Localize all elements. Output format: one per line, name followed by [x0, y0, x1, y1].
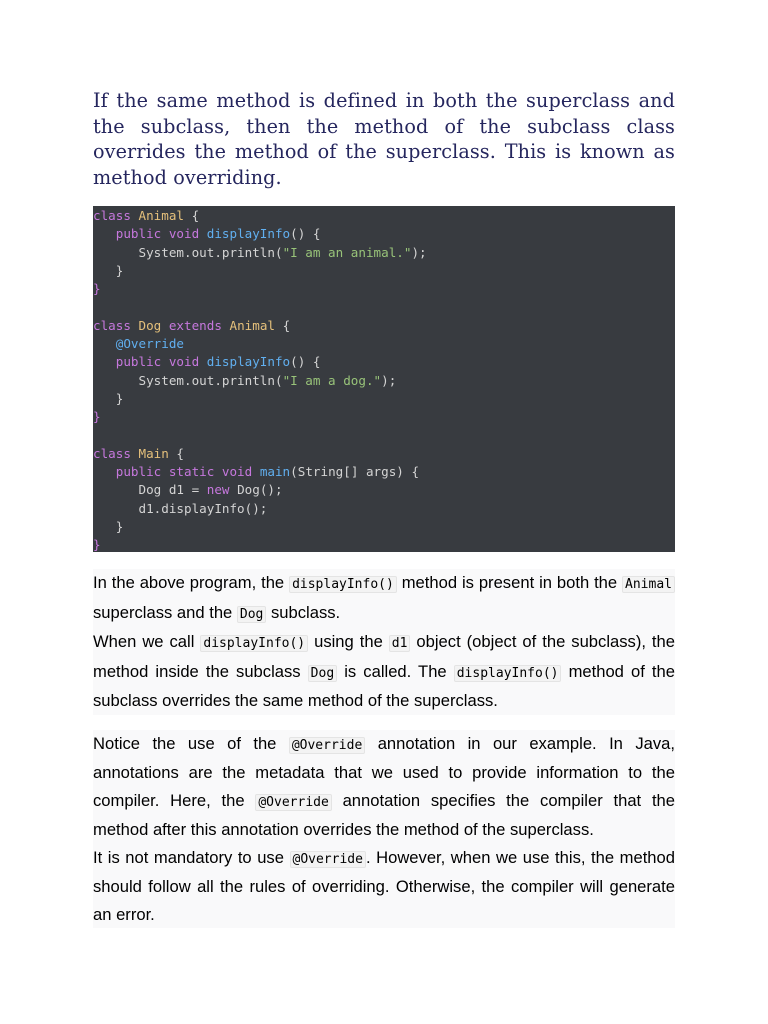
annotation-paragraph-1: Notice the use of the @Override annotation in our example. In Java, annotations are the metadata that we used to provide information to the compiler. Here, the @Override annotation specifies the compiler that the method after this annotation overrides the method of the superclass.	[93, 733, 676, 839]
inline-code: Dog	[308, 665, 337, 682]
code-line	[93, 225, 675, 243]
code-token: @Override	[93, 336, 184, 352]
inline-code: displayInfo()	[454, 665, 562, 682]
code-token: Dog();	[237, 482, 283, 498]
inline-code: @Override	[255, 794, 331, 811]
code-token: new	[206, 482, 238, 498]
code-line	[93, 463, 675, 481]
code-token: () {	[290, 226, 321, 242]
inline-code: Animal	[622, 576, 675, 593]
inline-code: @Override	[289, 737, 365, 754]
code-token: class	[93, 445, 139, 461]
annotation-paragraph-2: It is not mandatory to use @Override . However, when we use this, the method should follow all the rules of overriding. Otherwise, the compiler will generate an error.	[93, 847, 675, 924]
code-line	[93, 335, 675, 353]
code-token: displayInfo	[206, 354, 291, 370]
code-line	[93, 353, 675, 371]
annotation-note-block	[93, 730, 675, 929]
code-token: "I am a dog."	[282, 372, 382, 388]
code-token: System.out.println(	[93, 244, 283, 260]
code-line	[93, 481, 675, 499]
code-token: }	[93, 281, 101, 297]
code-token: }	[93, 519, 124, 535]
code-token: {	[275, 317, 291, 333]
code-token: "I am an animal."	[282, 244, 412, 260]
code-token: {	[168, 445, 185, 461]
code-token: class	[93, 317, 139, 333]
explanation-block	[93, 569, 675, 715]
code-token: displayInfo	[206, 226, 291, 242]
code-token: Animal	[229, 317, 276, 333]
code-token: System.out.println(	[93, 372, 283, 388]
code-token: Main	[138, 445, 169, 461]
code-token: public static void	[93, 464, 260, 480]
code-token: );	[381, 372, 397, 388]
code-line	[93, 280, 675, 298]
inline-code: Dog	[237, 606, 266, 623]
code-line	[93, 500, 675, 518]
code-token: );	[411, 244, 427, 260]
code-line	[93, 390, 675, 408]
code-token: }	[93, 262, 124, 278]
code-line	[93, 445, 675, 463]
intro-paragraph: If the same method is defined in both the superclass and the subclass, then the method of the subclass class overrides the method of the superclass. This is known as method overriding.	[93, 89, 675, 189]
explanation-paragraph-2: When we call displayInfo() using the d1 object (object of the subclass), the method inside the subclass Dog is called. The displayInfo() method of the subclass overrides the same method of the superclass.	[93, 632, 676, 710]
code-line	[93, 317, 675, 335]
inline-code: displayInfo()	[200, 635, 308, 652]
code-line	[93, 262, 675, 280]
code-line	[93, 427, 675, 445]
code-token: public void	[93, 226, 207, 242]
article-body	[93, 88, 675, 943]
code-token: (String[] args) {	[290, 464, 420, 480]
inline-code: @Override	[290, 851, 366, 868]
explanation-paragraph-1: In the above program, the displayInfo() method is present in both the Animal superclass and the Dog subclass.	[93, 569, 675, 628]
code-token: Animal	[138, 208, 184, 223]
code-line	[93, 536, 675, 552]
code-line	[93, 372, 675, 390]
code-token: d1.displayInfo();	[93, 500, 268, 516]
code-token: public void	[93, 354, 207, 370]
code-line	[93, 207, 675, 225]
inline-code: d1	[389, 635, 411, 652]
code-token: }	[93, 390, 124, 406]
code-token: {	[184, 208, 200, 223]
code-token: Dog d1 =	[93, 482, 207, 498]
code-token: main	[259, 464, 291, 480]
code-line	[93, 518, 675, 536]
code-token: () {	[290, 354, 321, 370]
code-token: extends	[168, 317, 230, 333]
code-token: class	[93, 208, 139, 223]
inline-code: displayInfo()	[289, 576, 397, 593]
code-token: }	[93, 409, 101, 425]
code-line	[93, 298, 675, 316]
code-line	[93, 408, 675, 426]
code-line	[93, 244, 675, 262]
code-token: Dog	[138, 317, 169, 333]
code-block	[93, 206, 675, 552]
code-token: }	[93, 537, 101, 552]
